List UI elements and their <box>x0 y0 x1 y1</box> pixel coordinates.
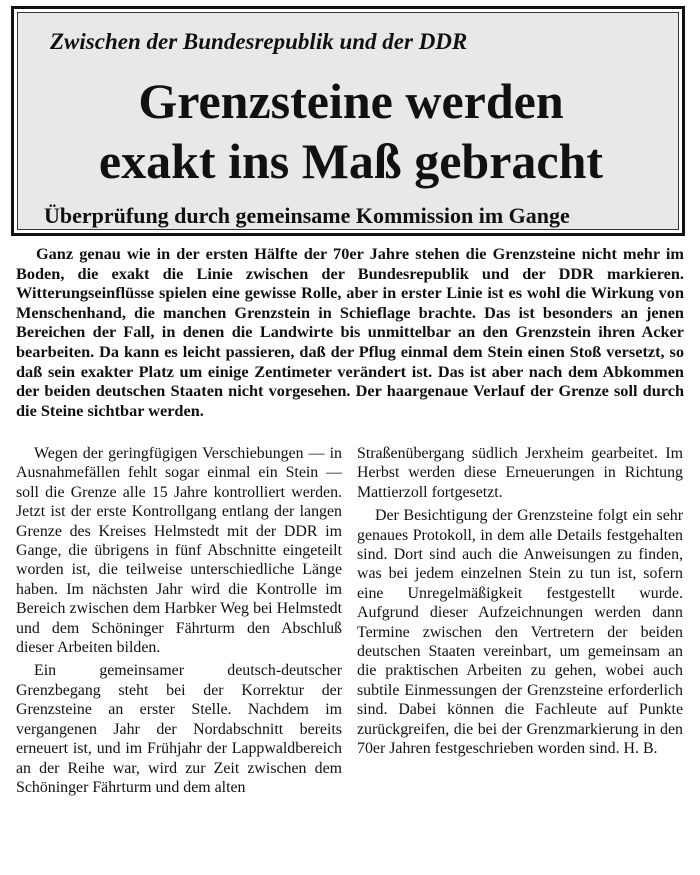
lead-paragraph: Ganz genau wie in der ersten Hälfte der 70er Jahre stehen die Grenzsteine nicht mehr im Boden, die exakt die Linie zwischen der Bundesrepublik und der DDR markieren. Witterungseinflüsse spielen eine gewisse Rolle, aber in erster Linie ist es wohl die Wirkung von Menschenhand, die manchen Grenzstein in Schieflage brachte. Das ist besonders an jenen Bereichen der Fall, in denen die Landwirte bis unmittelbar an den Grenzstein ihren Acker bearbeiten. Da kann es leicht passieren, daß der Pflug einmal dem Stein einen Stoß versetzt, so daß sein exakter Platz um einige Zentimeter verändert ist. Das ist aber nach dem Abkommen der beiden deutschen Staaten nicht vorgesehen. Der haargenaue Verlauf der Grenze soll durch die Steine sichtbar werden. <box>16 244 684 420</box>
right-paragraph-2-text: Der Besichtigung der Grenzsteine folgt ein sehr genaues Protokoll, in dem alle Details festgehalten sind. Dort sind auch die Anweisungen zu finden, was bei jedem einzelnen Stein zu tun ist, sofern eine Unregelmäßigkeit festgestellt wurde. Aufgrund dieser Aufzeichnungen werden dann Termine zwischen den Vertretern der beiden deutschen Staaten vereinbart, um gemeinsam an die praktischen Arbeiten zu gehen, wobei auch subtile Einmessungen der Grenzsteine erforderlich sind. Dabei können die Fachleute auf Punkte zurückgreifen, die bei der Grenzmarkierung in den 70er Jahren festgeschrieben worden sind. <box>357 507 683 758</box>
subheadline: Überprüfung durch gemeinsame Kommission im Gange <box>44 203 570 228</box>
left-paragraph-1: Wegen der geringfügigen Verschiebungen — in Ausnahmefällen fehlt sogar einmal ein Stein — soll die Grenze alle 15 Jahre kontrolliert werden. Jetzt ist der erste Kontrollgang entlang der langen Grenze des Kreises Helmstedt mit der DDR im Gange, die übrigens in fünf Abschnitte eingeteilt worden ist, die teilweise unterschiedliche Länge haben. Im nächsten Jahr wird die Kontrolle im Bereich zwischen dem Harbker Weg bei Helmstedt und dem Schöninger Fährturm den Abschluß dieser Arbeiten bilden. <box>16 445 342 657</box>
left-column <box>16 444 342 801</box>
headline-line-1: Grenzsteine werden <box>138 73 564 129</box>
right-paragraph-2 <box>357 506 683 758</box>
lead-paragraph-block <box>16 244 684 420</box>
author-signature: H. B. <box>623 740 658 758</box>
kicker: Zwischen der Bundesrepublik und der DDR <box>50 29 468 54</box>
right-column <box>357 444 683 763</box>
headline-line-2: exakt ins Maß gebracht <box>98 133 604 189</box>
headline-box <box>11 6 685 236</box>
left-paragraph-2: Ein gemeinsamer deutsch-deutscher Grenzbegang steht bei der Korrektur der Grenzsteine an erster Stelle. Nachdem im vergangenen Jahr der Nordabschnitt bereits erneuert ist, und im Frühjahr der Lappwaldbereich an der Reihe war, wird zur Zeit zwischen dem Schöninger Fährturm und dem alten <box>16 662 342 796</box>
right-paragraph-1: Straßenübergang südlich Jerxheim gearbeitet. Im Herbst werden diese Erneuerungen in Richtung Mattierzoll fortgesetzt. <box>357 445 683 501</box>
